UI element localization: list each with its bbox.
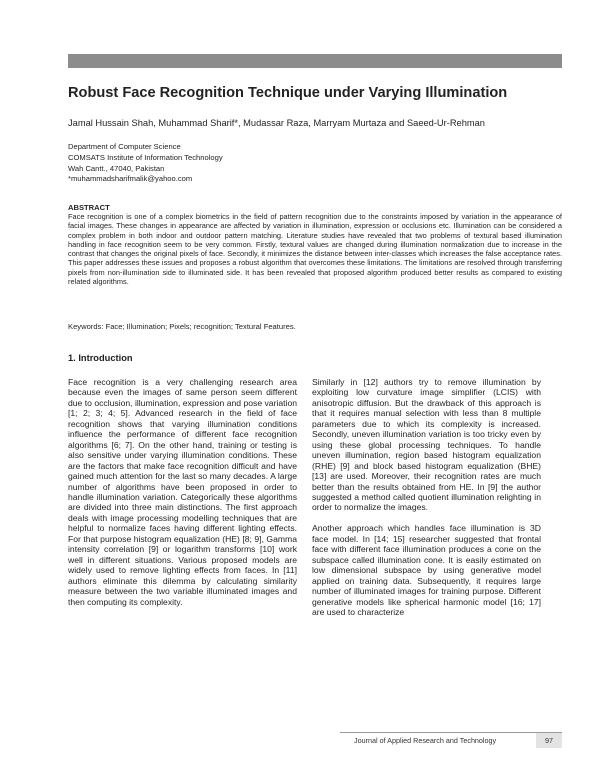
section-heading: 1. Introduction bbox=[68, 353, 133, 363]
affiliation-department: Department of Computer Science bbox=[68, 142, 181, 151]
left-column bbox=[68, 377, 297, 607]
affiliation-institute: COMSATS Institute of Information Technology bbox=[68, 152, 223, 162]
affiliation-block bbox=[68, 142, 223, 185]
affiliation-address: Wah Cantt., 47040, Pakistan bbox=[68, 163, 165, 173]
keywords: Keywords: Face; Illumination; Pixels; recognition; Textural Features. bbox=[68, 322, 296, 331]
paragraph: Face recognition is a very challenging research area because even the images of same person seem different due to occlusion, illumination, expression and pose variation [1; 2; 3; 4; 5]. Advanced research in the field of face recognition shows that varying illumination conditions influence the performance of different face recognition algorithms [6; 7]. On the other hand, training or testing is also sensitive under varying illumination conditions. These are the factors that make face recognition difficult and have gained much attention for the last so many decades. A large number of algorithms have been proposed in order to handle illumination variation. Categorically these algorithms are divided into three main distinctions. The first approach deals with image processing modelling techniques that are helpful to normalize faces having different lighting effects. For that purpose histogram equalization (HE) [8; 9], Gamma intensity correlation [9] or logarithm transforms [10] work well in different situations. Various proposed models are widely used to remove lighting effects from faces. In [11] authors eliminate this dilemma by calculating similarity measure between the two variable illuminated images and then computing its complexity. bbox=[68, 377, 297, 607]
author-list: Jamal Hussain Shah, Muhammad Sharif*, Mudassar Raza, Marryam Murtaza and Saeed-Ur-Rehman bbox=[68, 118, 485, 128]
page-number: 97 bbox=[536, 733, 562, 748]
paragraph: Another approach which handles face illumination is 3D face model. In [14; 15] researcher suggested that frontal face with different face illumination produces a cone on the subspace called illumination cone. It is easily estimated on low dimensional subspace by using generative model applied on training data. Subsequently, it requires large number of illuminated images for training purpose. Different generative models like spherical harmonic model [16; 17] are used to characterize bbox=[312, 523, 541, 617]
abstract-heading: ABSTRACT bbox=[68, 203, 110, 212]
footer-divider bbox=[340, 732, 562, 733]
affiliation-email: *muhammadsharifmalik@yahoo.com bbox=[68, 174, 193, 184]
header-bar bbox=[68, 54, 562, 68]
paper-title: Robust Face Recognition Technique under Varying Illumination bbox=[68, 85, 508, 101]
right-column bbox=[312, 377, 541, 617]
page-footer bbox=[340, 732, 562, 748]
abstract-text: Face recognition is one of a complex biometrics in the field of pattern recognition due to the constraints imposed by variation in the appearance of facial images. These changes in appearance are affected by variation in illumination, expression or occlusions etc. Illumination can be considered a complex problem in both indoor and outdoor pattern matching. Literature studies have revealed that two problems of textural based illumination handling in face recognition seem to be very common. Firstly, textural values are changed during illumination normalization due to increase in the contrast that changes the original pixels of face. Secondly, it minimizes the distance between inter-classes which increases the false acceptance rates. This paper addresses these issues and proposes a robust algorithm that overcomes these limitations. The limitations are resolved through transferring pixels from non-illumination side to illuminated side. It has been revealed that proposed algorithm produced better results as compared to existing related algorithms. bbox=[68, 212, 562, 286]
footer-journal-name: Journal of Applied Research and Technology bbox=[354, 736, 497, 745]
paragraph: Similarly in [12] authors try to remove illumination by exploiting low curvature image simplifier (LCIS) with anisotropic diffusion. But the drawback of this approach is that it requires manual selection with less than 8 multiple parameters due to which its complexity is increased. Secondly, uneven illumination variation is too tricky even by using these global processing techniques. To handle uneven illumination, region based histogram equalization (RHE) [9] and block based histogram equalization (BHE) [13] are used. Moreover, their recognition rates are much better than the results obtained from HE. In [9] the author suggested a method called quotient illumination relighting in order to normalize the images. bbox=[312, 377, 541, 513]
